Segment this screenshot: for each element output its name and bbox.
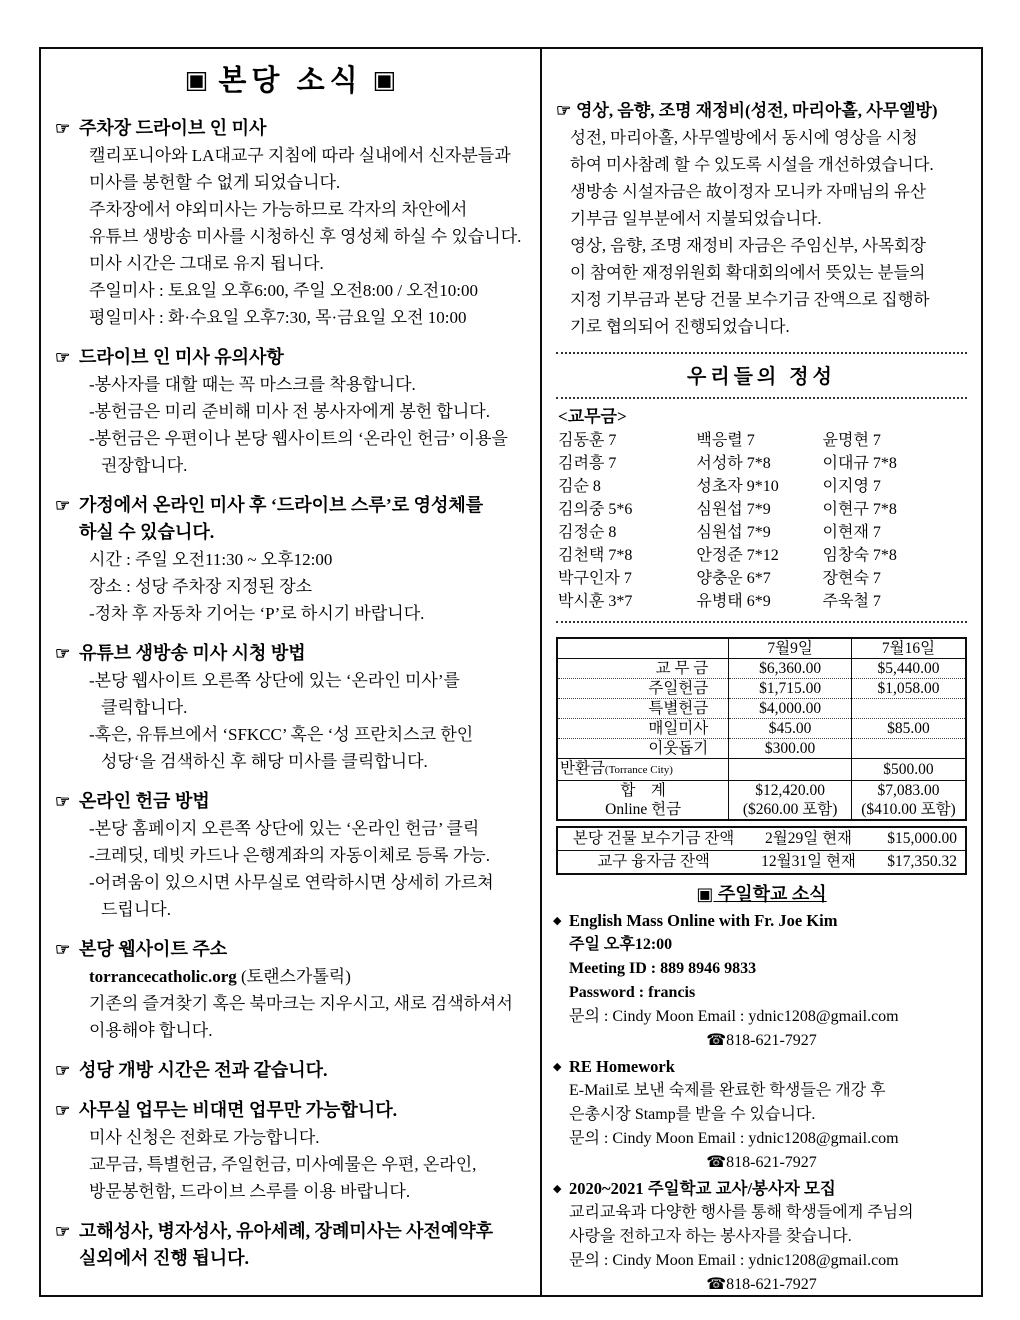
donor-entry: 김천택 7*8 <box>558 547 633 564</box>
finance-row: 교 무 금 $6,360.00 $5,440.00 <box>557 659 966 679</box>
donor-entry: 김의중 5*6 <box>558 501 633 518</box>
pointing-hand-icon: ☞ <box>55 1222 71 1241</box>
section-heading-text: 주차장 드라이브 인 미사 <box>79 118 267 138</box>
section-heading-text: 본당 웹사이트 주소 <box>79 939 228 959</box>
text-line: 캘리포니아와 LA대교구 지침에 따라 실내에서 신자분들과 <box>89 146 511 165</box>
sunday-mass-times: 주일미사 : 토요일 오후6:00, 주일 오전8:00 / 오전10:00 <box>89 281 478 300</box>
text-line: 방문봉헌함, 드라이브 스루를 이용 바랍니다. <box>89 1182 411 1201</box>
left-column <box>41 49 542 1295</box>
fund-summary-row <box>557 851 966 875</box>
text-line: -본당 홈페이지 오른쪽 상단에 있는 ‘온라인 헌금’ 클릭 <box>89 819 480 838</box>
section-youtube-live-mass <box>55 640 526 775</box>
text-line: 지정 기부금과 본당 건물 보수기금 잔액으로 집행하 <box>570 290 930 309</box>
communion-place: 장소 : 성당 주차장 지정된 장소 <box>89 577 313 596</box>
section-heading <box>55 1097 526 1124</box>
donor-entry: 이지영 7 <box>822 478 881 495</box>
donor-entry: 김려흥 7 <box>558 455 617 472</box>
section-heading-text: 온라인 헌금 방법 <box>79 791 210 811</box>
section-sacraments-outdoor <box>55 1218 526 1272</box>
text-line: 하여 미사참례 할 수 있도록 시설을 개선하였습니다. <box>570 155 934 174</box>
donor-list <box>556 399 967 623</box>
section-parking-drive-in-mass <box>55 115 526 331</box>
sunday-school-title: 주일학교 소식 <box>717 884 827 904</box>
finance-row: 특별헌금 $4,000.00 <box>557 699 966 719</box>
section-heading-text: 고해성사, 병자성사, 유아세례, 장례미사는 사전예약후 <box>79 1221 494 1241</box>
pointing-hand-icon: ☞ <box>55 496 71 515</box>
fund-amount: $17,350.32 <box>868 851 966 875</box>
section-heading <box>55 640 526 667</box>
diamond-bullet-icon: ◆ <box>553 1061 562 1073</box>
text-line: -크레딧, 데빗 카드나 은행계좌의 자동이체로 등록 가능. <box>89 846 490 865</box>
text-line: 권장합니다. <box>101 456 188 475</box>
text-line: 유튜브 생방송 미사를 시청하신 후 영성체 하실 수 있습니다. <box>89 227 522 246</box>
ss-contact-email: 문의 : Cindy Moon Email : ydnic1208@gmail.com <box>569 1130 899 1147</box>
pointing-hand-icon: ☞ <box>55 792 71 811</box>
donor-entry: 김정순 8 <box>558 524 617 541</box>
website-url: torrancecatholic.org <box>89 967 237 986</box>
total-jul16-note: ($410.00 포함) <box>861 801 956 818</box>
ss-item-teacher-recruit <box>553 1176 967 1295</box>
finance-header-row <box>557 638 966 659</box>
text-line: 교리교육과 다양한 행사를 통해 학생들에게 주님의 <box>569 1204 914 1221</box>
text-line: 이용해야 합니다. <box>89 1021 213 1040</box>
ss-item-english-mass <box>553 908 967 1053</box>
section-website-address <box>55 936 526 1044</box>
text-line: 은총시장 Stamp를 받을 수 있습니다. <box>569 1106 816 1123</box>
donor-entry: 장현숙 7 <box>822 570 881 587</box>
filled-square-icon: ▣ <box>372 67 397 94</box>
bulletin-sheet <box>39 47 983 1297</box>
section-heading-text: 영상, 음향, 조명 재정비(성전, 마리아홀, 사무엘방) <box>576 101 938 120</box>
communion-time: 시간 : 주일 오전11:30 ~ 오후12:00 <box>89 550 333 569</box>
donor-entry: 김동훈 7 <box>558 432 617 449</box>
donor-entry: 이현재 7 <box>822 524 881 541</box>
ss-password: Password : francis <box>569 984 696 1001</box>
section-heading-text: 성당 개방 시간은 전과 같습니다. <box>79 1060 328 1080</box>
website-url-line <box>55 963 526 990</box>
total-jul9-note: ($260.00 포함) <box>742 801 838 818</box>
section-drive-thru-communion <box>55 492 526 627</box>
finance-row: 이웃돕기 $300.00 <box>557 739 966 759</box>
filled-square-icon: ▣ <box>184 67 209 94</box>
online-offering-label: Online 헌금 <box>605 801 682 818</box>
section-heading-text: 드라이브 인 미사 유의사항 <box>79 347 284 367</box>
section-heading-line2: 실외에서 진행 됩니다. <box>79 1248 249 1268</box>
fund-label: 본당 건물 보수기금 잔액 <box>572 830 735 847</box>
section-drive-in-mass-notes <box>55 344 526 479</box>
finance-row: 매일미사 $45.00 $85.00 <box>557 719 966 739</box>
website-url-note: (토랜스가톨릭) <box>241 967 351 986</box>
phone-number: 818-621-7927 <box>726 1276 817 1293</box>
donor-entry: 양충운 6*7 <box>696 570 771 587</box>
section-heading <box>55 936 526 963</box>
ss-item-title: English Mass Online with Fr. Joe Kim <box>569 911 838 930</box>
pointing-hand-icon: ☞ <box>556 101 572 120</box>
ss-item-title: RE Homework <box>569 1057 675 1076</box>
donor-entry: 박구인자 7 <box>558 570 632 587</box>
section-online-offering <box>55 788 526 923</box>
donor-entry: 백응렬 7 <box>696 432 755 449</box>
text-line: 드립니다. <box>101 900 171 919</box>
phone-number: 818-621-7927 <box>726 1032 817 1049</box>
finance-refund-row: 반환금(Torrance City) $500.00 <box>557 759 966 781</box>
pointing-hand-icon: ☞ <box>55 1061 71 1080</box>
fund-summary-table <box>556 826 967 875</box>
fund-label: 교구 융자금 잔액 <box>557 851 749 875</box>
text-line: 성전, 마리아홀, 사무엘방에서 동시에 영상을 시청 <box>570 128 918 147</box>
section-heading <box>55 344 526 371</box>
text-line: -어려움이 있으시면 사무실로 연락하시면 상세히 가르쳐 <box>89 873 494 892</box>
phone-icon: ☎ <box>706 1276 727 1293</box>
total-jul9-amount: $12,420.00 <box>755 782 825 799</box>
donor-entry: 이현구 7*8 <box>822 501 897 518</box>
total-label: 합 계 <box>620 782 666 799</box>
page-title <box>55 61 526 103</box>
section-heading-line2: 하실 수 있습니다. <box>79 522 215 542</box>
section-heading-text: 가정에서 온라인 미사 후 ‘드라이브 스루’로 영성체를 <box>79 495 484 515</box>
donor-entry: 윤명현 7 <box>822 432 881 449</box>
ss-contact-email: 문의 : Cindy Moon Email : ydnic1208@gmail.com <box>569 1252 899 1269</box>
fund-asof: 12월31일 현재 <box>749 851 868 875</box>
page-title-text: 본당 소식 <box>218 65 363 97</box>
finance-col-jul9: 7월9일 <box>729 638 852 659</box>
pointing-hand-icon: ☞ <box>55 644 71 663</box>
fund-asof: 2월29일 현재 <box>765 830 853 847</box>
weekday-mass-times: 평일미사 : 화·수요일 오후7:30, 목·금요일 오전 10:00 <box>89 308 467 327</box>
finance-table <box>556 637 967 821</box>
text-line: 이 참여한 재정위원회 확대회의에서 뜻있는 분들의 <box>570 263 926 282</box>
text-line: -본당 웹사이트 오른쪽 상단에 있는 ‘온라인 미사’를 <box>89 671 460 690</box>
section-heading <box>55 788 526 815</box>
text-line: -봉사자를 대할 때는 꼭 마스크를 착용합니다. <box>89 375 416 394</box>
section-office-contactless <box>55 1097 526 1205</box>
text-line: -정차 후 자동차 기어는 ‘P’로 하시기 바랍니다. <box>89 604 425 623</box>
filled-square-icon: ▣ <box>696 884 714 904</box>
refund-label-note: (Torrance City) <box>604 764 673 776</box>
text-line: 기존의 즐겨찾기 혹은 북마크는 지우시고, 새로 검색하셔서 <box>89 994 513 1013</box>
text-line: 교무금, 특별헌금, 주일헌금, 미사예물은 우편, 온라인, <box>89 1155 477 1174</box>
section-heading <box>55 492 526 519</box>
phone-line <box>556 1151 967 1175</box>
donor-entry: 박시훈 3*7 <box>558 593 633 610</box>
text-line: 미사를 봉헌할 수 없게 되었습니다. <box>89 173 341 192</box>
section-heading-text: 유튜브 생방송 미사 시청 방법 <box>79 643 306 663</box>
pointing-hand-icon: ☞ <box>55 119 71 138</box>
section-heading-text: 사무실 업무는 비대면 업무만 가능합니다. <box>79 1100 398 1120</box>
text-line: -혹은, 유튜브에서 ‘SFKCC’ 혹은 ‘성 프란치스코 한인 <box>89 725 474 744</box>
right-column <box>542 49 981 1295</box>
section-heading <box>55 115 526 142</box>
donor-entry: 서성하 7*8 <box>696 455 771 472</box>
donor-entry: 유병태 6*9 <box>696 593 771 610</box>
phone-number: 818-621-7927 <box>726 1154 817 1171</box>
offering-group-label: <교무금> <box>558 407 627 426</box>
donor-entry: 김순 8 <box>558 478 601 495</box>
ss-item-title: 2020~2021 주일학교 교사/봉사자 모집 <box>569 1179 836 1198</box>
pointing-hand-icon: ☞ <box>55 1101 71 1120</box>
donor-entry: 주욱철 7 <box>822 593 881 610</box>
text-line: 미사 신청은 전화로 가능합니다. <box>89 1128 320 1147</box>
total-jul16-amount: $7,083.00 <box>877 782 940 799</box>
section-heading <box>556 97 967 124</box>
text-line: 주차장에서 야외미사는 가능하므로 각자의 차안에서 <box>89 200 468 219</box>
text-line: -봉헌금은 우편이나 본당 웹사이트의 ‘온라인 헌금’ 이용을 <box>89 429 508 448</box>
text-line: 미사 시간은 그대로 유지 됩니다. <box>89 254 324 273</box>
pointing-hand-icon: ☞ <box>55 940 71 959</box>
section-heading <box>55 1057 526 1084</box>
text-line: 클릭합니다. <box>101 698 188 717</box>
donor-grid <box>558 429 965 613</box>
offerings-header: 우리들의 정성 <box>556 352 967 399</box>
finance-total-row <box>557 781 966 821</box>
text-line: 기로 협의되어 진행되었습니다. <box>570 317 790 336</box>
diamond-bullet-icon: ◆ <box>553 1183 562 1195</box>
text-line: 생방송 시설자금은 故이정자 모니카 자매님의 유산 <box>570 182 926 201</box>
phone-icon: ☎ <box>706 1154 727 1171</box>
phone-icon: ☎ <box>706 1032 727 1049</box>
donor-entry: 성초자 9*10 <box>696 478 779 495</box>
text-line: 기부금 일부분에서 지불되었습니다. <box>570 209 822 228</box>
section-av-lighting-renovation <box>556 97 967 340</box>
text-line: -봉헌금은 미리 준비해 미사 전 봉사자에게 봉헌 합니다. <box>89 402 490 421</box>
text-line: 성당‘을 검색하신 후 해당 미사를 클릭합니다. <box>101 752 428 771</box>
donor-entry: 임창숙 7*8 <box>822 547 897 564</box>
diamond-bullet-icon: ◆ <box>553 915 562 927</box>
section-heading <box>55 1218 526 1245</box>
ss-contact-email: 문의 : Cindy Moon Email : ydnic1208@gmail.com <box>569 1008 899 1025</box>
sunday-school-header <box>556 881 967 907</box>
text-line: 영상, 음향, 조명 재정비 자금은 주임신부, 사목회장 <box>570 236 926 255</box>
ss-mass-time: 주일 오후12:00 <box>569 936 673 953</box>
text-line: 사랑을 전하고자 하는 봉사자를 찾습니다. <box>569 1228 852 1245</box>
phone-line <box>556 1273 967 1295</box>
pointing-hand-icon: ☞ <box>55 348 71 367</box>
fund-summary-row <box>557 827 966 851</box>
refund-label: 반환금 <box>560 760 605 777</box>
offerings-section <box>556 352 967 623</box>
donor-entry: 심원섭 7*9 <box>696 501 771 518</box>
donor-entry: 이대규 7*8 <box>822 455 897 472</box>
donor-entry: 안정준 7*12 <box>696 547 779 564</box>
section-church-open-hours <box>55 1057 526 1084</box>
finance-row: 주일헌금 $1,715.00 $1,058.00 <box>557 679 966 699</box>
finance-col-jul16: 7월16일 <box>851 638 966 659</box>
text-line: E-Mail로 보낸 숙제를 완료한 학생들은 개강 후 <box>569 1082 886 1099</box>
ss-item-re-homework <box>553 1054 967 1175</box>
ss-meeting-id: Meeting ID : 889 8946 9833 <box>569 960 757 977</box>
fund-amount: $15,000.00 <box>887 830 957 847</box>
donor-entry: 심원섭 7*9 <box>696 524 771 541</box>
finance-col-blank <box>557 638 729 659</box>
phone-line <box>556 1029 967 1053</box>
